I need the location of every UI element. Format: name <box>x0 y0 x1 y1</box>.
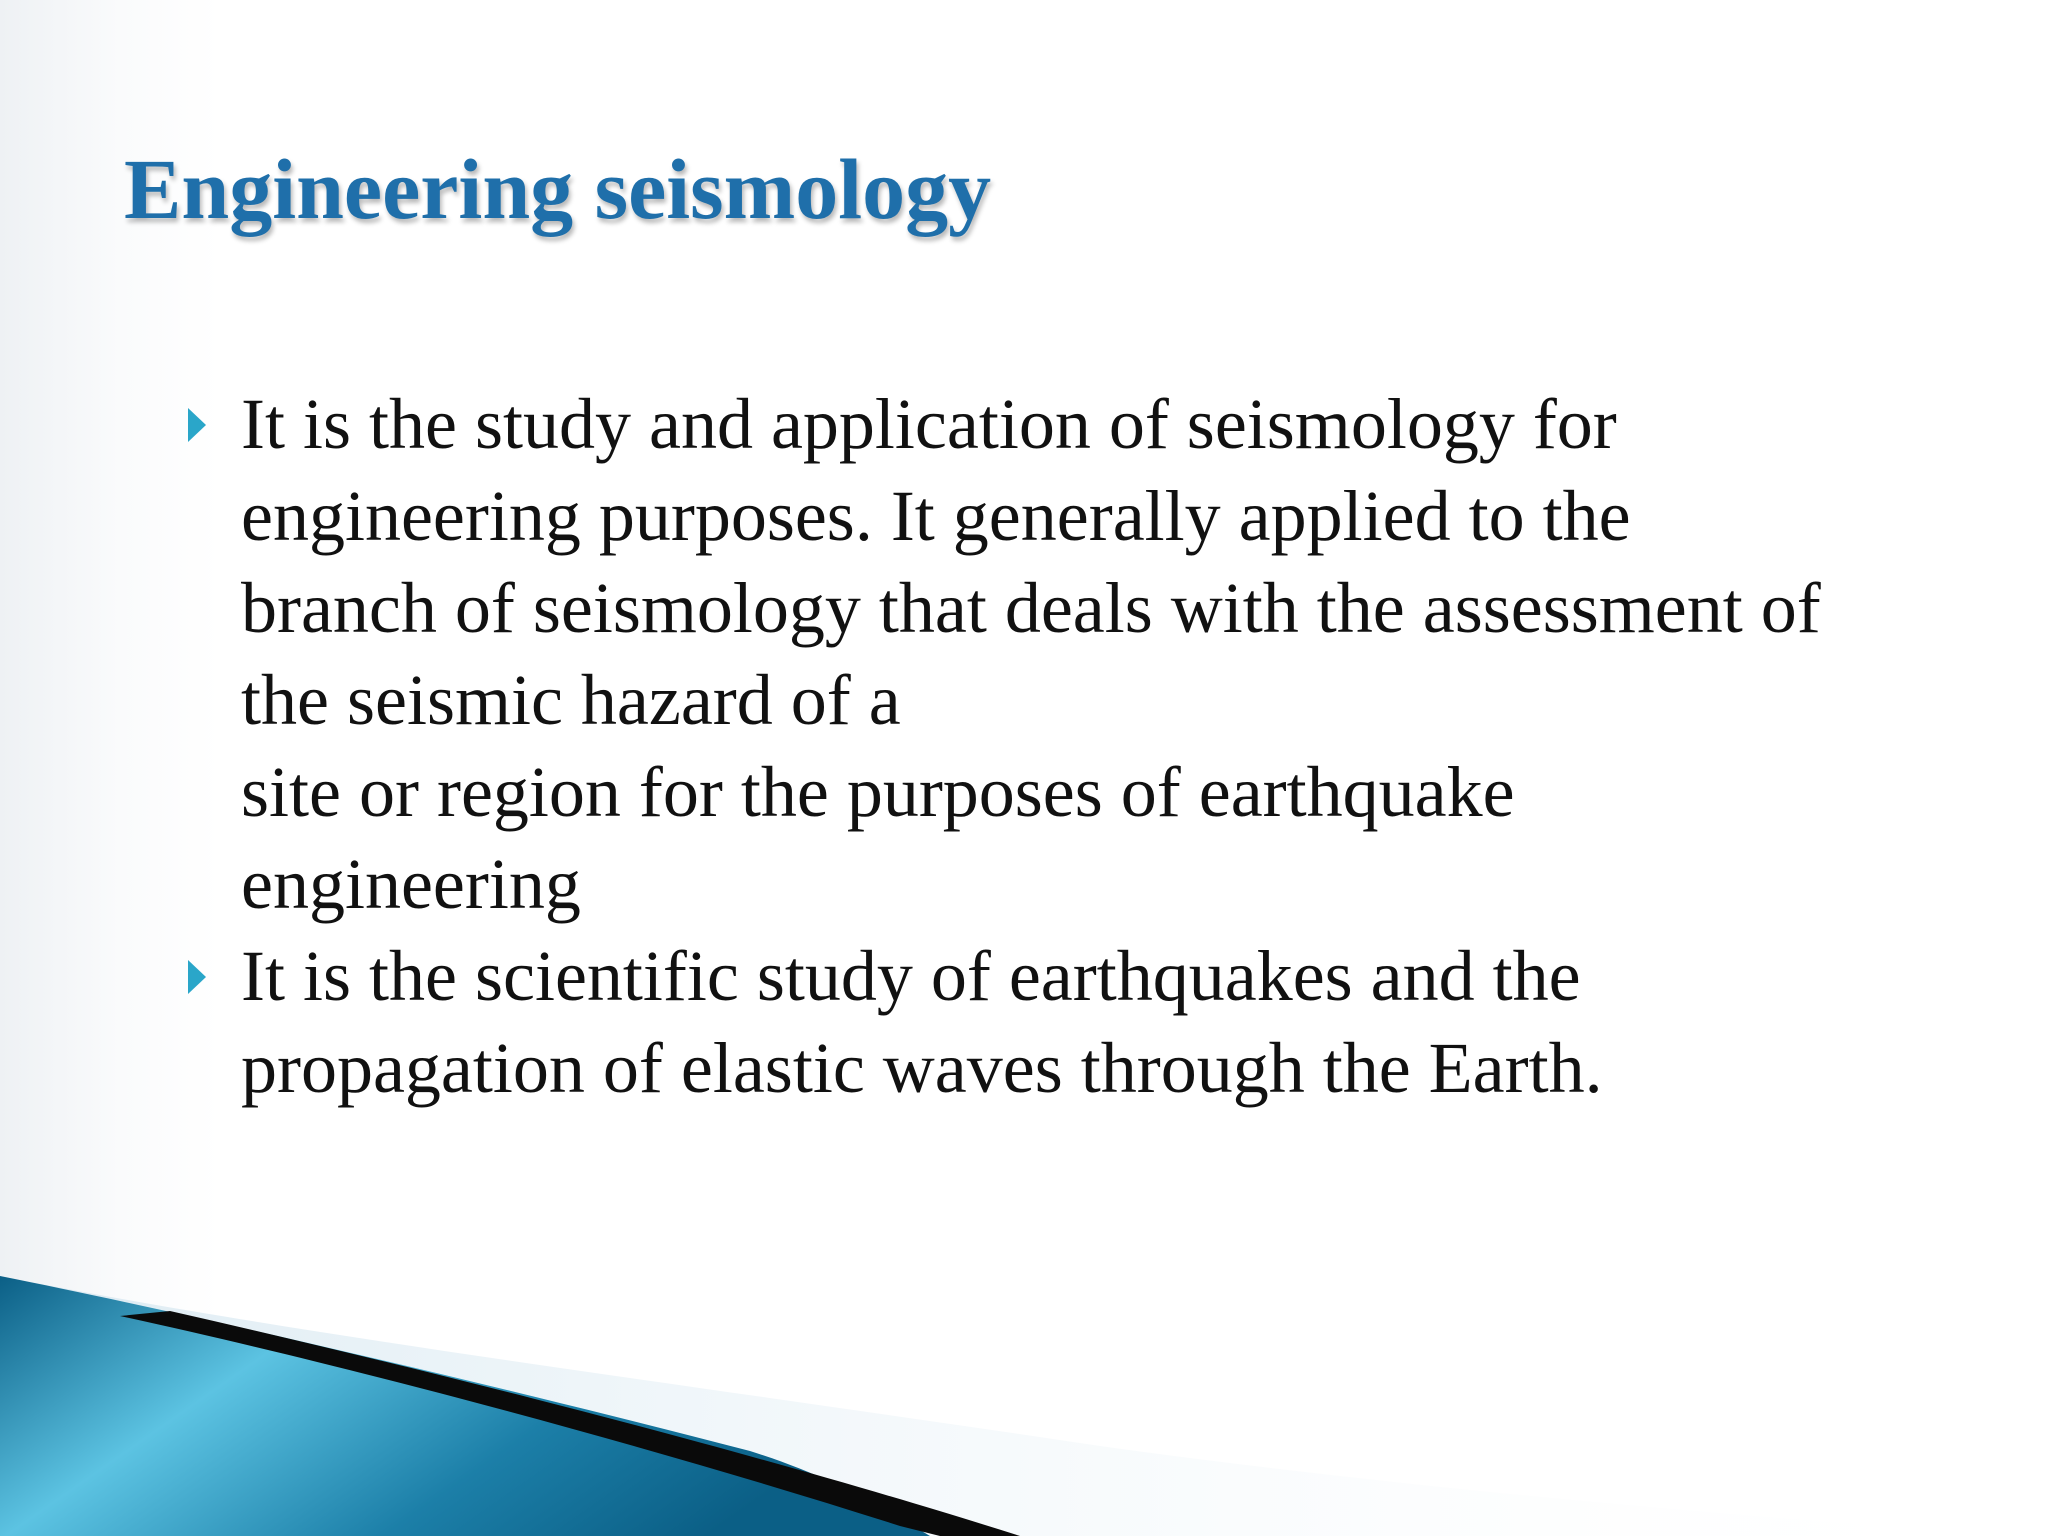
bullet-line: engineering <box>241 844 581 924</box>
bullet-item <box>0 930 2048 1114</box>
bullet-line: propagation of elastic waves through the Earth. <box>241 1028 1603 1108</box>
bullet-line: branch of seismology that deals with the assessment of <box>241 568 1821 648</box>
decorative-wave-graphic <box>0 1276 2048 1536</box>
bullet-line: site or region for the purposes of earthquake <box>241 752 1515 832</box>
triangle-bullet-icon <box>188 960 206 994</box>
bullet-list <box>0 378 2048 1114</box>
bullet-line: It is the study and application of seismology for <box>241 384 1617 464</box>
bullet-line: It is the scientific study of earthquakes and the <box>241 936 1581 1016</box>
triangle-bullet-icon <box>188 408 206 442</box>
bullet-item <box>0 378 2048 930</box>
bullet-line: the seismic hazard of a <box>241 660 901 740</box>
slide-title: Engineering seismology <box>124 141 992 237</box>
bullet-line: engineering purposes. It generally applied to the <box>241 476 1631 556</box>
